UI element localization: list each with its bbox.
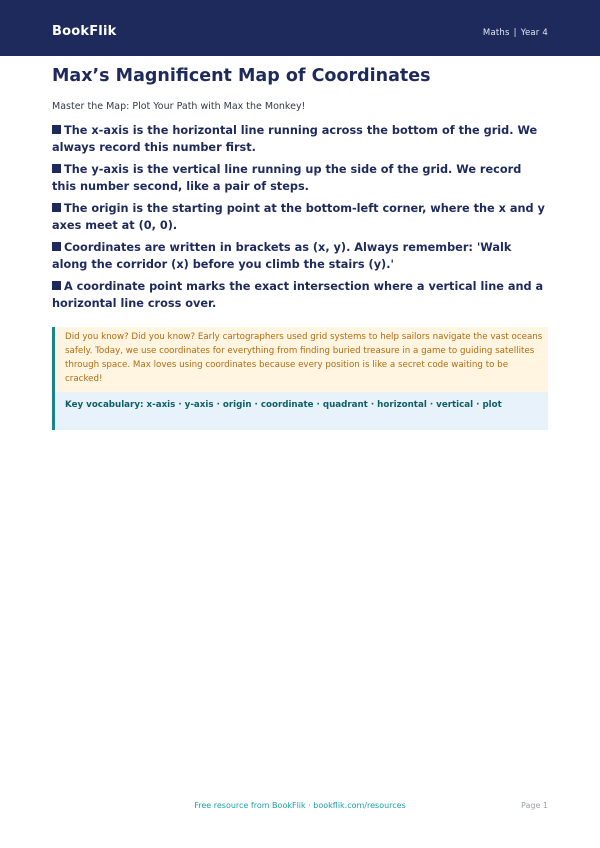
fact-item-y-axis bbox=[52, 161, 548, 195]
subject-year-label bbox=[483, 27, 548, 39]
info-callout bbox=[52, 327, 548, 430]
worksheet-content bbox=[52, 64, 548, 430]
page-subtitle: Master the Map: Plot Your Path with Max the Monkey! bbox=[52, 101, 306, 112]
key-vocabulary-box: Key vocabulary: x-axis · y-axis · origin · coordinate · quadrant · horizontal · vertical · plot bbox=[55, 392, 548, 430]
did-you-know-box: Did you know? Did you know? Early cartographers used grid systems to help sailors navigate the vast oceans safely. Today, we use coordinates for everything from finding buried treasure in a game to guiding satellites through space. Max loves using coordinates because every position is like a secret code waiting to be cracked! bbox=[55, 327, 548, 392]
subject-label: Maths bbox=[482, 28, 510, 38]
page-title: Max’s Magnificent Map of Coordinates bbox=[52, 66, 431, 86]
page-number: Page 1 bbox=[521, 801, 548, 810]
fact-text: Coordinates are written in brackets as (x, y). Always remember: 'Walk along the corridor (x) before you climb the stairs (y).' bbox=[52, 241, 512, 271]
fact-text: The y-axis is the vertical line running up the side of the grid. We record this number second, like a pair of steps. bbox=[52, 163, 522, 193]
fact-item-x-axis bbox=[52, 122, 548, 156]
footer-resource-link[interactable]: Free resource from BookFlik · bookflik.com/resources bbox=[194, 801, 406, 810]
square-bullet-icon bbox=[52, 281, 61, 290]
fact-list bbox=[52, 122, 548, 312]
fact-text: A coordinate point marks the exact intersection where a vertical line and a horizontal line cross over. bbox=[52, 280, 544, 310]
fact-item-coordinates bbox=[52, 239, 548, 273]
square-bullet-icon bbox=[52, 125, 61, 134]
year-label: Year 4 bbox=[520, 28, 548, 38]
square-bullet-icon bbox=[52, 164, 61, 173]
fact-text: The origin is the starting point at the bottom-left corner, where the x and y axes meet at (0, 0). bbox=[52, 202, 545, 232]
square-bullet-icon bbox=[52, 242, 61, 251]
subject-year-divider: | bbox=[513, 28, 517, 38]
fact-item-origin bbox=[52, 200, 548, 234]
top-header bbox=[0, 0, 600, 56]
square-bullet-icon bbox=[52, 203, 61, 212]
brand-logo-text[interactable]: BookFlik bbox=[52, 24, 117, 39]
page-footer bbox=[0, 800, 600, 816]
fact-text: The x-axis is the horizontal line running across the bottom of the grid. We always record this number first. bbox=[52, 124, 538, 154]
fact-item-coordinate-point bbox=[52, 278, 548, 312]
